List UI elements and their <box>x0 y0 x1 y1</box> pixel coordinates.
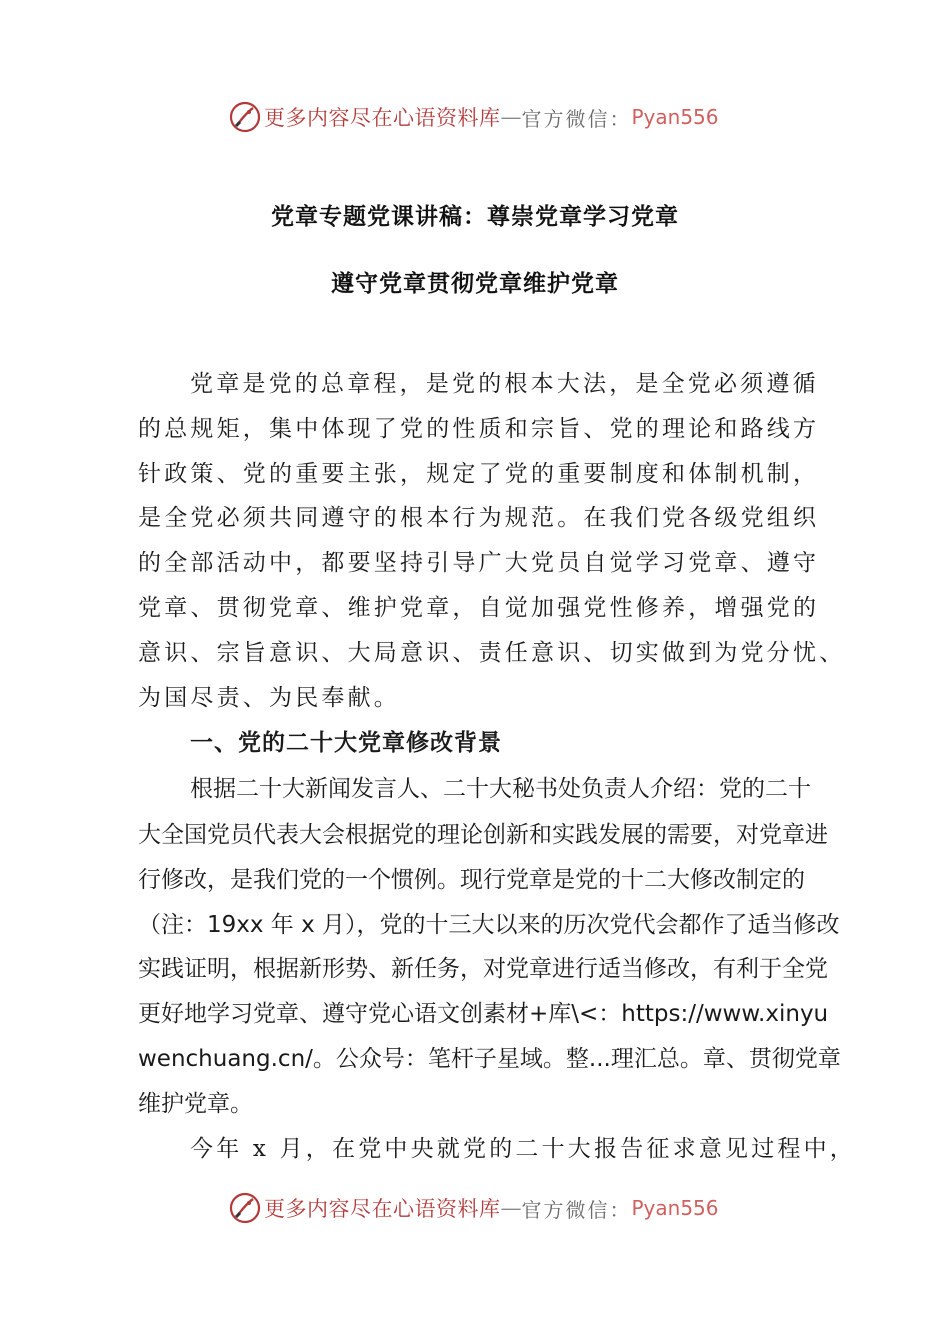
para1-line: 针政策、党的重要主张，规定了党的重要制度和体制机制， <box>138 461 820 487</box>
para2-line: 大全国党员代表大会根据党的理论创新和实践发展的需要，对党章进 <box>138 822 828 848</box>
banner-sub-text: 官方微信： <box>521 1197 632 1222</box>
banner-main-text: 更多内容尽在心语资料库 <box>264 1197 501 1221</box>
page-title-line-2: 遵守党章贯彻党章维护党章 <box>331 271 619 297</box>
para1-line: 意识、宗旨意识、大局意识、责任意识、切实做到为党分忧、 <box>138 640 846 666</box>
para1-line: 党章、贯彻党章、维护党章，自觉加强党性修养，增强党的 <box>138 595 820 621</box>
para2-line: 更好地学习党章、遵守党心语文创素材+库\<：https://www.xinyu <box>138 1001 829 1027</box>
pen-logo-icon <box>228 1191 262 1225</box>
para2-line: 行修改，是我们党的一个惯例。现行党章是党的十二大修改制定的 <box>138 867 805 893</box>
header-banner <box>228 99 719 135</box>
banner-wechat-id: Pyan556 <box>631 105 719 129</box>
para1-line: 的总规矩，集中体现了党的性质和宗旨、党的理论和路线方 <box>138 416 820 442</box>
banner-dash: — <box>500 105 522 129</box>
banner-wechat-id: Pyan556 <box>631 1196 719 1220</box>
para1-line: 是全党必须共同遵守的根本行为规范。在我们党各级党组织 <box>138 505 820 531</box>
page-title-line-1: 党章专题党课讲稿：尊崇党章学习党章 <box>271 204 679 230</box>
para2-line: wenchuang.cn/。公众号：笔杆子星域。整...理汇总。章、贯彻党章 <box>138 1046 841 1072</box>
para1-line: 的全部活动中，都要坚持引导广大党员自觉学习党章、遵守 <box>138 550 820 576</box>
para2-line: 维护党章。 <box>138 1091 253 1117</box>
para1-line: 为国尽责、为民奉献。 <box>138 685 400 711</box>
pen-logo-icon <box>228 100 262 134</box>
banner-main-text: 更多内容尽在心语资料库 <box>264 106 501 130</box>
section-heading: 一、党的二十大党章修改背景 <box>190 730 502 756</box>
banner-dash: — <box>500 1196 522 1220</box>
para2-line: 根据二十大新闻发言人、二十大秘书处负责人介绍：党的二十 <box>190 776 811 802</box>
banner-sub-text: 官方微信： <box>521 106 632 131</box>
para3-line: 今年 x 月，在党中央就党的二十大报告征求意见过程中， <box>190 1136 856 1162</box>
para2-line: 实践证明，根据新形势、新任务，对党章进行适当修改，有利于全党 <box>138 956 828 982</box>
footer-banner <box>228 1190 719 1226</box>
para1-line: 党章是党的总章程，是党的根本大法，是全党必须遵循 <box>190 371 819 397</box>
para2-line: （注：19xx 年 x 月），党的十三大以来的历次党代会都作了适当修改 <box>138 912 840 938</box>
